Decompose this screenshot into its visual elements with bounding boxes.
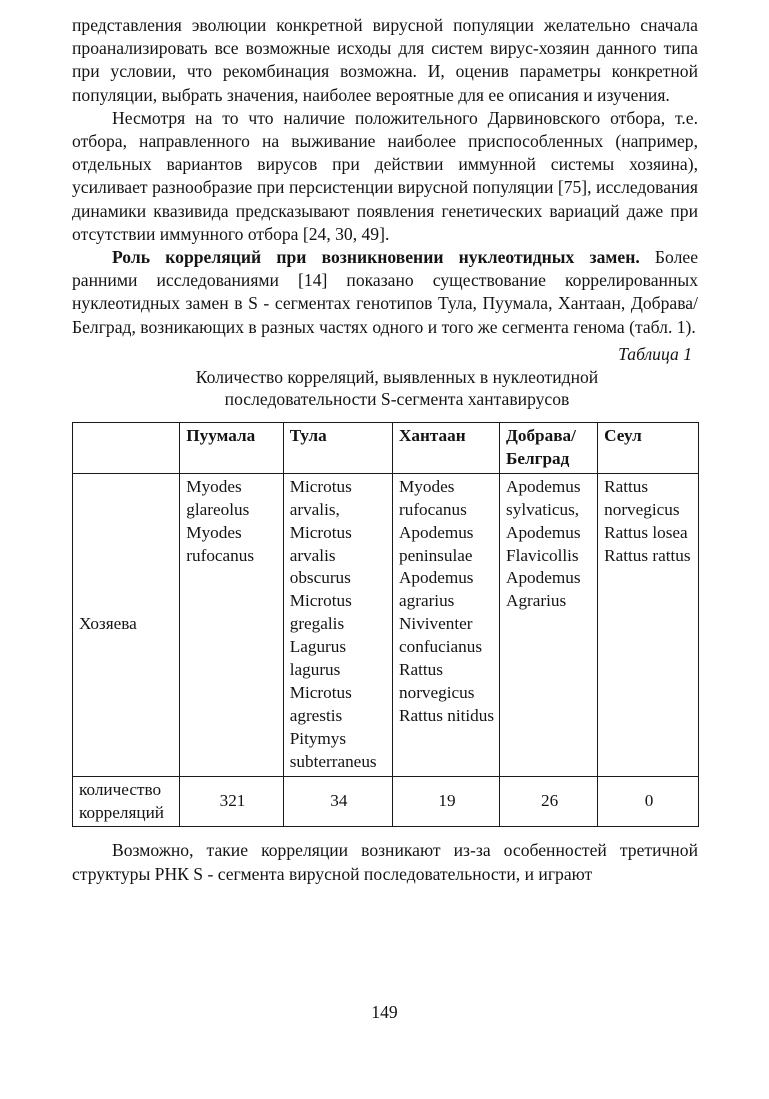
paragraph-3 bbox=[72, 246, 698, 339]
row-label-hosts: Хозяева bbox=[73, 473, 180, 776]
section-heading: Роль корреляций при возникновении нуклеотидных замен. bbox=[112, 247, 640, 268]
count-seoul: 0 bbox=[598, 776, 699, 827]
hosts-puumala: Myodes glareolus Myodes rufocanus bbox=[180, 473, 283, 776]
count-puumala: 321 bbox=[180, 776, 283, 827]
table-row-counts bbox=[73, 776, 699, 827]
row-label-counts: количество корреляций bbox=[73, 776, 180, 827]
table-header-row bbox=[73, 423, 699, 474]
hosts-seoul: Rattus norvegicus Rattus losea Rattus rattus bbox=[598, 473, 699, 776]
paragraph-3-text: Более ранними исследованиями [14] показано существование коррелированных нуклеотидных замен в S - сегментах генотипов Тула, Пуумала, Хантаан, Добрава/Белград, возникающих в разных частях одного и того же сегмента генома (табл. 1). bbox=[72, 247, 699, 337]
paragraph-2: Несмотря на то что наличие положительного Дарвиновского отбора, т.е. отбора, направленного на выживание наиболее приспособленных (например, отдельных вариантов вирусов при действии иммунной системы хозяина), усиливает разнообразие при персистенции вирусной популяции [75], исследования динамики квазивида предсказывают появления генетических вариаций даже при отсутствии иммунного отбора [24, 30, 49]. bbox=[72, 107, 698, 244]
count-dobrava-belgrade: 26 bbox=[500, 776, 598, 827]
paragraph-4: Возможно, такие корреляции возникают из-за особенностей третичной структуры РНК S - сегмента вирусной последовательности, и играют bbox=[72, 840, 698, 884]
count-tula: 34 bbox=[283, 776, 392, 827]
hantavirus-correlations-table bbox=[72, 422, 699, 827]
header-seoul: Сеул bbox=[598, 423, 699, 474]
table-row-hosts bbox=[73, 473, 699, 776]
hosts-dobrava-belgrade: Apodemus sylvaticus, Apodemus Flavicollis Apodemus Agrarius bbox=[500, 473, 598, 776]
header-puumala: Пуумала bbox=[180, 423, 283, 474]
document-page bbox=[72, 14, 698, 886]
hosts-hantaan: Myodes rufocanus Apodemus peninsulae Apodemus agrarius Niviventer confucianus Rattus norvegicus Rattus nitidus bbox=[393, 473, 500, 776]
page-number: 149 bbox=[371, 1002, 398, 1022]
paragraph-1: представления эволюции конкретной вирусной популяции желательно сначала проанализировать все возможные исходы для систем вирус-хозяин данного типа при условии, что рекомбинация возможна. И, оценив параметры конкретной популяции, выбрать значения, наиболее вероятные для ее описания и изучения. bbox=[72, 15, 698, 105]
header-tula: Тула bbox=[283, 423, 392, 474]
header-empty bbox=[73, 423, 180, 474]
header-hantaan: Хантаан bbox=[393, 423, 500, 474]
count-hantaan: 19 bbox=[393, 776, 500, 827]
hosts-tula: Microtus arvalis, Microtus arvalis obscurus Microtus gregalis Lagurus lagurus Microtus agrestis Pitymys subterraneus bbox=[283, 473, 392, 776]
header-dobrava-belgrade: Добрава/ Белград bbox=[500, 423, 598, 474]
table-title: Количество корреляций, выявленных в нуклеотидной последовательности S-сегмента хантавирусов bbox=[195, 367, 599, 410]
table-label: Таблица 1 bbox=[618, 343, 692, 364]
